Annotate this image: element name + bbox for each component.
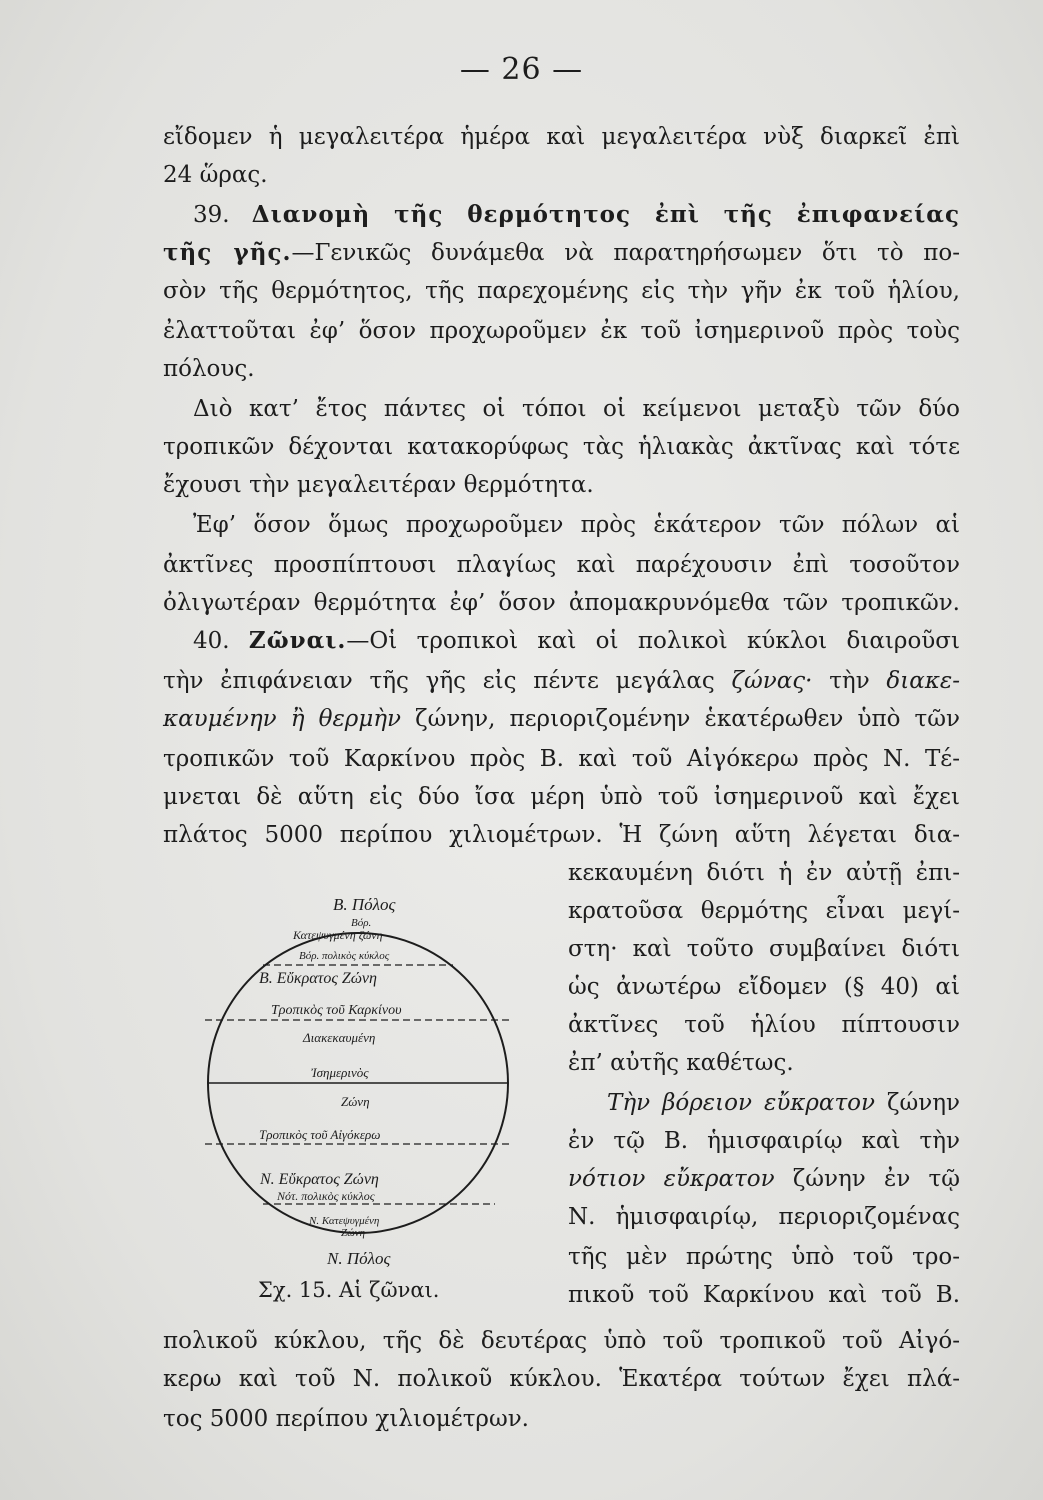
south-frigid-label-b: Ζώνη (341, 1227, 366, 1239)
text-line: εἴδομεν ἡ μεγαλειτέρα ἡμέρα καὶ μεγαλειτέρα νὺξ διαρκεῖ ἐπὶ (163, 124, 960, 150)
text-line: Διὸ κατ’ ἔτος πάντες οἱ τόποι οἱ κείμενοι μεταξὺ τῶν δύο (193, 396, 960, 422)
north-pole-label: Β. Πόλος (333, 895, 396, 914)
text-line: ἐπ’ αὐτῆς καθέτως. (568, 1050, 794, 1076)
italic-term: καυμένην ἢ θερμὴν (163, 706, 402, 732)
text-line: 24 ὥρας. (163, 162, 268, 188)
text-span: τὴν (829, 668, 870, 694)
text-span: —Οἱ τροπικοὶ καὶ οἱ πολικοὶ κύκλοι διαιροῦσι (346, 628, 960, 654)
section-title: Διανομὴ τῆς θερμότητος ἐπὶ τῆς ἐπιφανείας (251, 201, 960, 228)
text-line: Ν. ἡμισφαιρίῳ, περιοριζομένας (568, 1204, 960, 1230)
text-line: στη· καὶ τοῦτο συμβαίνει διότι (568, 936, 960, 962)
figure-caption: Σχ. 15. Αἱ ζῶναι. (258, 1278, 440, 1302)
text-span: ζώνην, περιοριζομένην ἑκατέρωθεν ὑπὸ τῶν (415, 706, 961, 732)
text-line: ὀλιγωτέραν θερμότητα ἐφ’ ὅσον ἀπομακρυνόμεθα τῶν τροπικῶν. (163, 590, 960, 616)
torrid-zone-label: Ζώνη (341, 1094, 370, 1109)
capricorn-tropic-label: Τροπικὸς τοῦ Αἰγόκερω (259, 1127, 381, 1142)
south-frigid-label-a: Ν. Κατεψυγμένη (309, 1215, 380, 1227)
text-line: ἔχουσι τὴν μεγαλειτέραν θερμότητα. (163, 472, 594, 498)
south-pole-label: Ν. Πόλος (327, 1249, 391, 1268)
text-line (163, 234, 960, 272)
section-title-cont: τῆς γῆς. (163, 239, 292, 266)
text-span: τὴν ἐπιφάνειαν τῆς γῆς εἰς πέντε μεγάλας (163, 668, 715, 694)
text-line: τροπικῶν τοῦ Καρκίνου πρὸς Β. καὶ τοῦ Αἰγόκερω πρὸς Ν. Τέ- (163, 746, 960, 772)
text-line: πικοῦ τοῦ Καρκίνου καὶ τοῦ Β. (568, 1282, 960, 1308)
page-number: — 26 — (459, 52, 584, 87)
text-line: ὡς ἀνωτέρω εἴδομεν (§ 40) αἱ (568, 974, 960, 1000)
italic-term: Τὴν βόρειον εὔκρατον (607, 1090, 876, 1116)
section-number: 39. (193, 202, 230, 228)
section-40-heading (193, 622, 960, 660)
section-title: Ζῶναι. (248, 627, 347, 654)
zones-figure (195, 878, 525, 1268)
text-span: ζώνην ἐν τῷ (792, 1166, 960, 1192)
italic-term: ζώνας· (731, 668, 813, 694)
text-line: πολικοῦ κύκλου, τῆς δὲ δευτέρας ὑπὸ τοῦ τροπικοῦ τοῦ Αἰγό- (163, 1328, 960, 1354)
text-line (163, 700, 960, 738)
text-line: ἐλαττοῦται ἐφ’ ὅσον προχωροῦμεν ἐκ τοῦ ἰσημερινοῦ πρὸς τοὺς (163, 318, 960, 344)
north-frigid-label-a: Βόρ. (351, 917, 372, 929)
arctic-circle-label: Βόρ. πολικὸς κύκλος (299, 950, 390, 962)
antarctic-circle-label: Νότ. πολικὸς κύκλος (277, 1189, 375, 1203)
text-line (607, 1084, 960, 1122)
section-39-heading (193, 196, 960, 234)
text-span: ζώνην (887, 1090, 961, 1116)
text-line: κερω καὶ τοῦ Ν. πολικοῦ κύκλου. Ἑκατέρα τούτων ἔχει πλά- (163, 1366, 960, 1392)
text-line: ἀκτῖνες προσπίπτουσι πλαγίως καὶ παρέχουσιν ἐπὶ τοσοῦτον (163, 552, 960, 578)
north-frigid-label-b: Κατεψυγμένη ζώνη (293, 928, 383, 942)
italic-term: διακε- (886, 668, 961, 694)
text-line: ἐν τῷ Β. ἡμισφαιρίῳ καὶ τὴν (568, 1128, 960, 1154)
text-line: κεκαυμένη διότι ἡ ἐν αὐτῇ ἐπι- (568, 860, 960, 886)
text-line: κρατοῦσα θερμότης εἶναι μεγί- (568, 898, 960, 924)
north-temperate-label: Β. Εὔκρατος Ζώνη (259, 970, 377, 987)
torrid-label: Διακεκαυμένη (303, 1030, 376, 1045)
zones-diagram (195, 878, 525, 1268)
text-span: —Γενικῶς δυνάμεθα νὰ παρατηρήσωμεν ὅτι τὸ πο- (291, 240, 960, 266)
equator-label: Ἰσημερινὸς (311, 1065, 369, 1080)
south-temperate-label: Ν. Εὔκρατος Ζώνη (260, 1171, 379, 1188)
text-line: πόλους. (163, 356, 255, 382)
text-line (568, 1160, 960, 1198)
text-line: πλάτος 5000 περίπου χιλιομέτρων. Ἡ ζώνη αὕτη λέγεται δια- (163, 822, 960, 848)
cancer-tropic-label: Τροπικὸς τοῦ Καρκίνου (271, 1003, 402, 1018)
text-line: ἀκτῖνες τοῦ ἡλίου πίπτουσιν (568, 1012, 960, 1038)
text-line: τῆς μὲν πρώτης ὑπὸ τοῦ τρο- (568, 1244, 960, 1270)
italic-term: νότιον εὔκρατον (568, 1166, 775, 1192)
text-line: σὸν τῆς θερμότητος, τῆς παρεχομένης εἰς τὴν γῆν ἐκ τοῦ ἡλίου, (163, 278, 960, 304)
text-line: μνεται δὲ αὕτη εἰς δύο ἴσα μέρη ὑπὸ τοῦ ἰσημερινοῦ καὶ ἔχει (163, 784, 960, 810)
text-line (163, 662, 960, 700)
text-line: Ἐφ’ ὅσον ὅμως προχωροῦμεν πρὸς ἑκάτερον τῶν πόλων αἱ (193, 512, 960, 538)
section-number: 40. (193, 628, 230, 654)
text-line: τος 5000 περίπου χιλιομέτρων. (163, 1406, 529, 1432)
text-line: τροπικῶν δέχονται κατακορύφως τὰς ἡλιακὰς ἀκτῖνας καὶ τότε (163, 434, 960, 460)
